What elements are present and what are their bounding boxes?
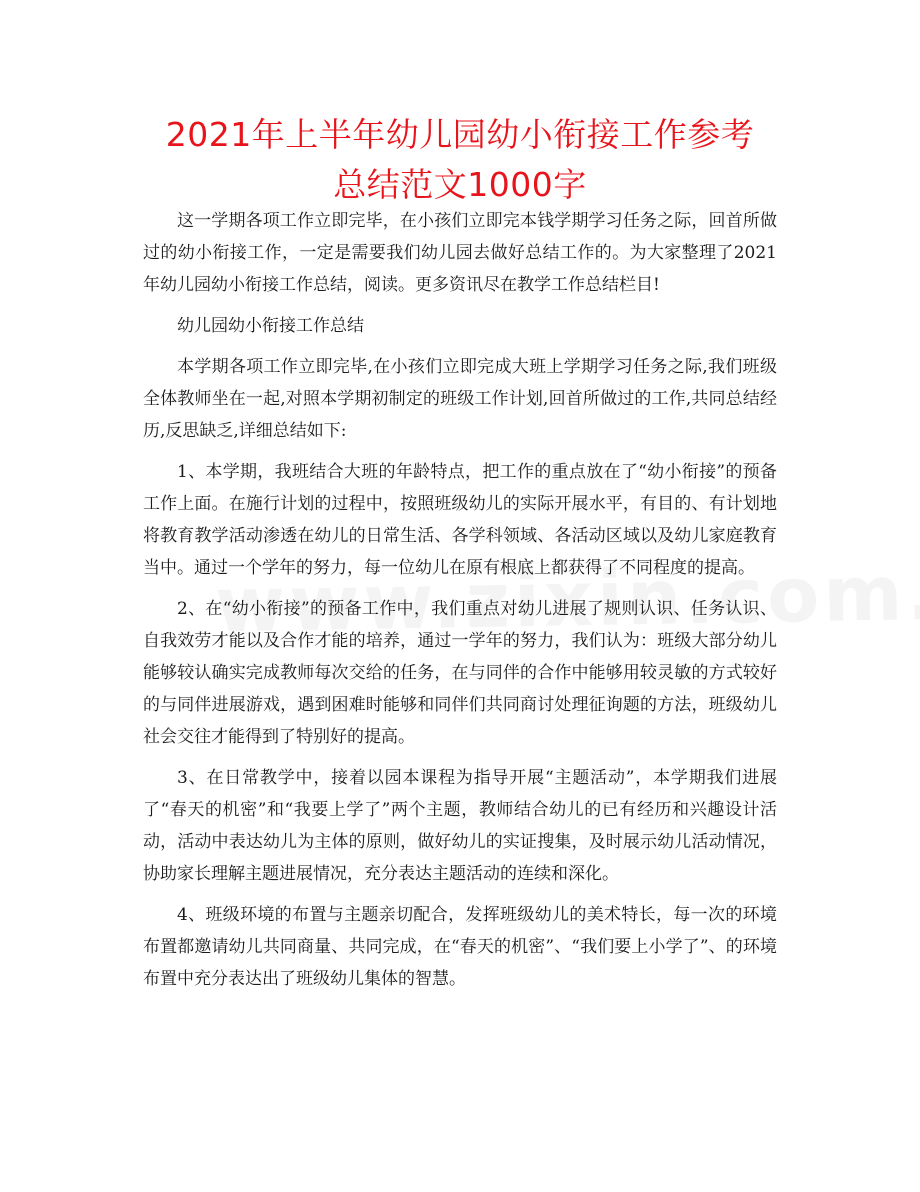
point-2-paragraph: 2、在“幼小衔接”的预备工作中，我们重点对幼儿进展了规则认识、任务认识、自我效劳才能以及合作才能的培养，通过一学年的努力，我们认为：班级大部分幼儿能够较认确实完成教师每次交给的任务，在与同伴的合作中能够用较灵敏的方式较好的与同伴进展游戏，遇到困难时能够和同伴们共同商讨处理征询题的方法，班级幼儿社会交往才能得到了特别好的提高。 (143, 599, 777, 747)
summary-paragraph: 本学期各项工作立即完毕,在小孩们立即完成大班上学期学习任务之际,我们班级全体教师坐在一起,对照本学期初制定的班级工作计划,回首所做过的工作,共同总结经历,反思缺乏,详细总结如下: (143, 357, 777, 441)
point-3-paragraph: 3、在日常教学中，接着以园本课程为指导开展“主题活动”，本学期我们进展了“春天的机密”和“我要上学了”两个主题，教师结合幼儿的已有经历和兴趣设计活动，活动中表达幼儿为主体的原则，做好幼儿的实证搜集，及时展示幼儿活动情况，协助家长理解主题进展情况，充分表达主题活动的连续和深化。 (143, 768, 777, 884)
section-heading: 幼儿园幼小衔接工作总结 (177, 316, 364, 336)
point-4-paragraph: 4、班级环境的布置与主题亲切配合，发挥班级幼儿的美术特长，每一次的环境布置都邀请幼儿共同商量、共同完成，在“春天的机密”、“我们要上小学了”、的环境布置中充分表达出了班级幼儿集体的智慧。 (143, 905, 777, 989)
point-1-paragraph: 1、本学期，我班结合大班的年龄特点，把工作的重点放在了“幼小衔接”的预备工作上面。在施行计划的过程中，按照班级幼儿的实际开展水平，有目的、有计划地将教育教学活动渗透在幼儿的日常生活、各学科领域、各活动区域以及幼儿家庭教育当中。通过一个学年的努力，每一位幼儿在原有根底上都获得了不同程度的提高。 (143, 462, 777, 578)
document-title: 2021年上半年幼儿园幼小衔接工作参考总结范文1000字 (165, 115, 755, 204)
intro-paragraph: 这一学期各项工作立即完毕，在小孩们立即完本钱学期学习任务之际，回首所做过的幼小衔接工作，一定是需要我们幼儿园去做好总结工作的。为大家整理了2021年幼儿园幼小衔接工作总结，阅读。更多资讯尽在教学工作总结栏目! (143, 211, 777, 295)
document-body (143, 205, 777, 1004)
